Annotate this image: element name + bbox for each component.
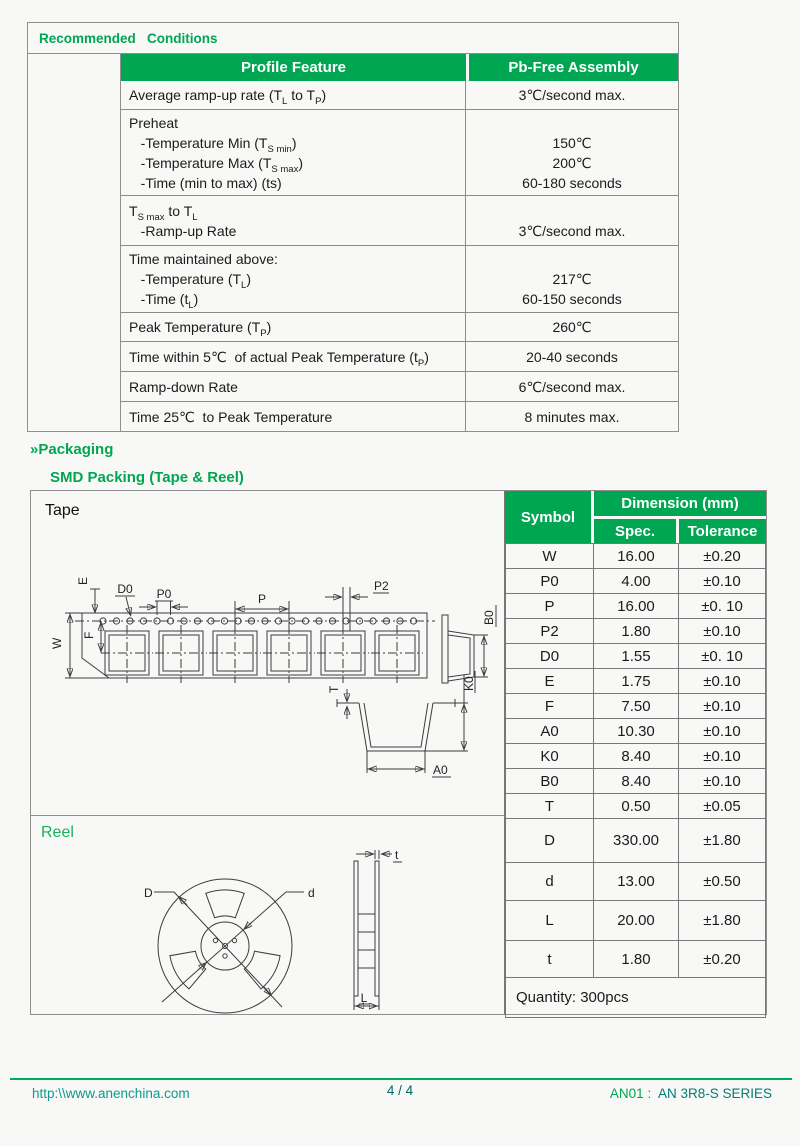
table-cell: ±0.50 [679, 863, 766, 901]
profile-feature-cell [121, 196, 466, 245]
text-line: 20-40 seconds [526, 348, 618, 365]
table-cell: 1.80 [594, 941, 679, 978]
profile-row [121, 110, 678, 196]
text-line: Average ramp-up rate ($T_L$ to $T_P$) [129, 87, 327, 107]
table-cell: T [506, 794, 594, 819]
tape-dim-b0: B0 [482, 610, 496, 625]
table-row [506, 669, 766, 694]
quantity-cell: Quantity: 300pcs [506, 978, 766, 1018]
footer-doc-id [610, 1086, 772, 1101]
table-row [506, 719, 766, 744]
profile-feature-cell [121, 313, 466, 341]
tape-dim-f: F [82, 631, 96, 639]
text-line: -Temperature Max $(T_{S max})$ [129, 154, 304, 175]
table-cell: ±0. 10 [679, 644, 766, 669]
table-row [506, 744, 766, 769]
table-cell: D0 [506, 644, 594, 669]
table-cell: F [506, 694, 594, 719]
table-cell: P [506, 594, 594, 619]
profile-feature-cell [121, 372, 466, 401]
tape-reel-divider [31, 815, 504, 816]
table-cell: 16.00 [594, 594, 679, 619]
reel-section-label: Reel [41, 824, 74, 841]
text-line: 260℃ [552, 319, 592, 335]
text-line [570, 249, 574, 269]
tape-dim-p: P [257, 592, 267, 606]
text-line: 60-150 seconds [522, 291, 622, 307]
table-row [506, 901, 766, 941]
table-row [506, 819, 766, 863]
tape-section-label: Tape [45, 502, 80, 519]
spec-header: Spec. [594, 519, 676, 543]
tape-dim-e: E [76, 576, 90, 585]
text-line: 150℃ [552, 134, 592, 151]
profile-feature-cell [121, 246, 466, 312]
profile-value-cell [466, 110, 678, 195]
reel-dim-d-outer: D [144, 886, 153, 900]
table-row [506, 619, 766, 644]
table-cell: ±0.10 [679, 694, 766, 719]
table-row [506, 794, 766, 819]
table-cell: ±1.80 [679, 901, 766, 941]
table-cell: 10.30 [594, 719, 679, 744]
tape-diagram [37, 543, 503, 793]
text-line: 8 minutes max. [524, 408, 620, 425]
table-cell: ±0.10 [679, 744, 766, 769]
text-line: -Time $(t_L)$ [129, 291, 199, 311]
profile-row [121, 246, 678, 313]
table-row [506, 569, 766, 594]
table-cell: B0 [506, 769, 594, 794]
packaging-box [30, 490, 767, 1015]
profile-row [121, 81, 678, 110]
footer-url[interactable]: http:\\www.anenchina.com [32, 1086, 190, 1101]
table-cell: E [506, 669, 594, 694]
table-cell: ±0.10 [679, 669, 766, 694]
quantity-row [506, 978, 766, 1018]
pb-free-assembly-header: Pb-Free Assembly [469, 54, 678, 81]
profile-feature-cell [121, 342, 466, 371]
tape-dim-w: W [50, 637, 64, 649]
footer-rule [10, 1078, 792, 1080]
tape-dim-t: T [327, 685, 341, 693]
table-cell: ±0.10 [679, 569, 766, 594]
table-cell: K0 [506, 744, 594, 769]
tape-dim-p2: P2 [374, 579, 389, 593]
table-cell: d [506, 863, 594, 901]
profile-table-rows [121, 81, 678, 431]
profile-value-cell [466, 313, 678, 341]
table-cell: 330.00 [594, 819, 679, 863]
table-row [506, 863, 766, 901]
profile-value-cell [466, 402, 678, 431]
table-cell: ±0.05 [679, 794, 766, 819]
symbol-header: Symbol [505, 491, 591, 543]
packaging-heading: »Packaging [30, 441, 114, 458]
table-cell: ±0.10 [679, 719, 766, 744]
recommended-conditions-box [27, 22, 679, 432]
text-line [570, 201, 574, 221]
table-cell: P0 [506, 569, 594, 594]
tolerance-header: Tolerance [679, 519, 766, 543]
text-line: -Temperature $(T_L)$ [129, 271, 251, 291]
table-cell: L [506, 901, 594, 941]
profile-value-cell [466, 81, 678, 109]
footer-doc-series: AN 3R8-S SERIES [654, 1086, 772, 1101]
text-line: 3℃/second max. [518, 222, 626, 239]
tape-dim-k0: K0 [462, 676, 476, 691]
table-row [506, 594, 766, 619]
profile-row [121, 342, 678, 372]
table-cell: 1.55 [594, 644, 679, 669]
tape-dim-d0: D0 [117, 582, 133, 596]
text-line: 60-180 seconds [522, 174, 622, 191]
table-cell: 20.00 [594, 901, 679, 941]
left-spacer-column [28, 54, 121, 431]
text-line: 200℃ [552, 154, 592, 171]
table-cell: ±0.20 [679, 544, 766, 569]
table-cell: 8.40 [594, 744, 679, 769]
table-row [506, 544, 766, 569]
smd-packing-subheading: SMD Packing (Tape & Reel) [50, 469, 244, 486]
profile-feature-cell [121, 110, 466, 195]
profile-value-cell [466, 372, 678, 401]
text-line: $T_{S max}$ to $T_L$ [129, 202, 198, 223]
text-line: Time maintained above: [129, 251, 278, 267]
text-line: 3℃/second max. [518, 87, 626, 103]
table-cell: ±0.10 [679, 619, 766, 644]
table-row [506, 644, 766, 669]
text-line: 6℃/second max. [518, 378, 626, 395]
table-cell: t [506, 941, 594, 978]
text-line: 217℃ [552, 271, 592, 287]
table-cell: 0.50 [594, 794, 679, 819]
reel-diagram [46, 846, 496, 1014]
table-cell: D [506, 819, 594, 863]
profile-value-cell [466, 196, 678, 245]
table-cell: 1.75 [594, 669, 679, 694]
reel-dim-d-inner: d [308, 886, 315, 900]
reel-dim-l: L [360, 991, 368, 1005]
footer-page-number: 4 / 4 [386, 1083, 414, 1098]
tape-pockets [101, 625, 423, 683]
table-cell: 8.40 [594, 769, 679, 794]
recommended-conditions-title: Recommended Conditions [28, 23, 678, 54]
table-cell: ±1.80 [679, 819, 766, 863]
table-cell: 16.00 [594, 544, 679, 569]
profile-table [28, 54, 678, 431]
table-cell: 7.50 [594, 694, 679, 719]
table-cell: ±0.20 [679, 941, 766, 978]
text-line: Preheat [129, 114, 179, 131]
reel-dim-t: t [395, 848, 399, 862]
table-cell: 4.00 [594, 569, 679, 594]
profile-row [121, 196, 678, 246]
profile-value-cell [466, 342, 678, 371]
table-cell: 1.80 [594, 619, 679, 644]
text-line: Ramp-down Rate [129, 378, 238, 395]
dimension-table [504, 491, 766, 1014]
profile-row [121, 372, 678, 402]
profile-row [121, 402, 678, 431]
text-line: -Ramp-up Rate [129, 222, 237, 239]
table-cell: ±0. 10 [679, 594, 766, 619]
dimension-table-header [505, 491, 766, 543]
profile-row [121, 313, 678, 342]
table-row [506, 941, 766, 978]
profile-feature-cell [121, 81, 466, 109]
table-cell: P2 [506, 619, 594, 644]
table-row [506, 769, 766, 794]
text-line [570, 113, 574, 133]
text-line: Peak Temperature $(T_P)$ [129, 319, 272, 339]
table-cell: ±0.10 [679, 769, 766, 794]
text-line: -Time (min to max) (ts) [129, 174, 282, 191]
profile-table-header [121, 54, 678, 81]
dimension-mm-header: Dimension (mm) [594, 491, 766, 516]
profile-feature-cell [121, 402, 466, 431]
text-line: Time 25℃ to Peak Temperature [129, 408, 333, 425]
profile-value-cell [466, 246, 678, 312]
text-line: Time within 5℃ of actual Peak Temperature $(t_P)$ [129, 348, 429, 369]
table-cell: 13.00 [594, 863, 679, 901]
text-line: -Temperature Min $(T_{S min})$ [129, 134, 297, 155]
table-cell: W [506, 544, 594, 569]
profile-feature-header: Profile Feature [121, 54, 466, 81]
tape-dim-a0: A0 [433, 763, 448, 777]
table-row [506, 694, 766, 719]
tape-dim-p0: P0 [156, 587, 172, 601]
table-cell: A0 [506, 719, 594, 744]
footer-doc-prefix: AN01 : [609, 1086, 655, 1101]
